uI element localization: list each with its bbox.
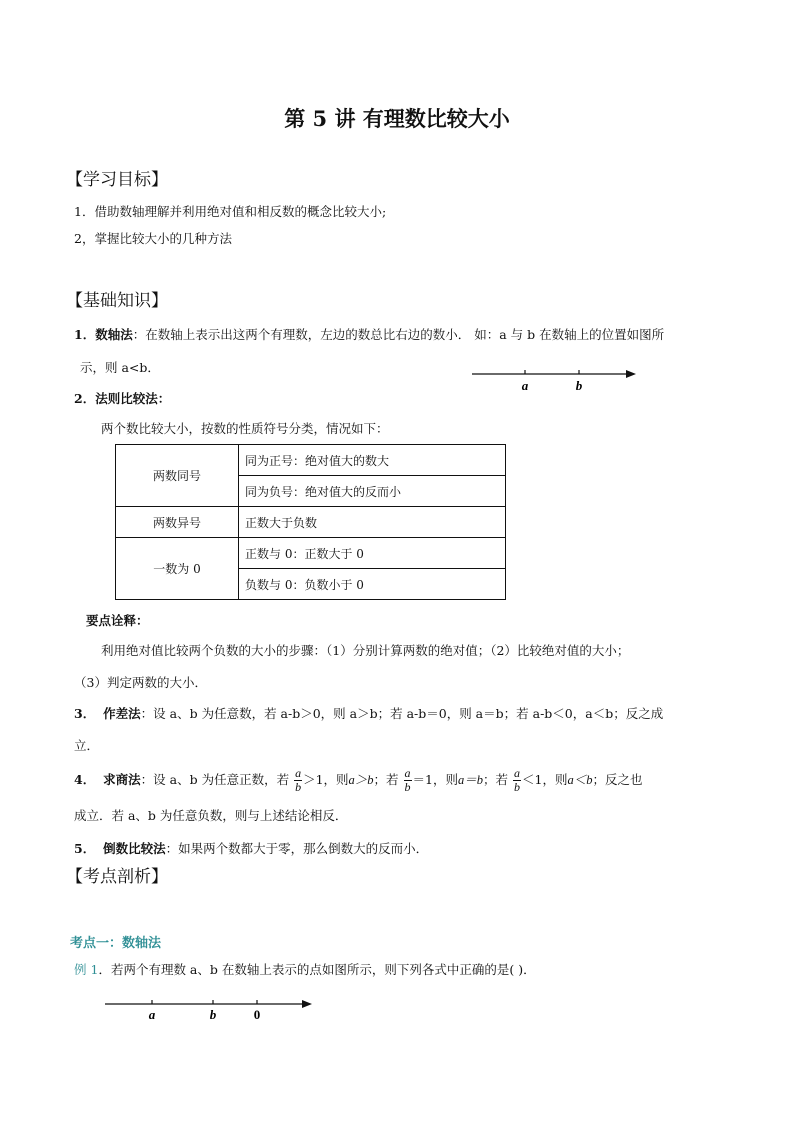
method4-tail: ；反之也 xyxy=(592,772,643,787)
number-line-1 xyxy=(470,365,640,395)
method4-line2: 成立．若 a、b 为任意负数，则与上述结论相反． xyxy=(74,808,348,823)
method4-result1: a＞b xyxy=(348,773,374,787)
number-line-1-arrow xyxy=(626,370,636,378)
section-objectives: 【学习目标】 xyxy=(66,170,168,190)
table-cell: 负数与 0：负数小于 0 xyxy=(239,569,506,600)
section-basics: 【基础知识】 xyxy=(66,291,168,311)
page-title: 第 5 讲 有理数比较大小 xyxy=(284,106,510,131)
method1-line1 xyxy=(74,327,664,343)
method4-cond2: ＝1，则 xyxy=(412,772,458,787)
method5-num: 5． xyxy=(74,841,96,856)
method4-lead: ：设 a、b 为任意正数，若 xyxy=(140,772,290,787)
note-line1: 利用绝对值比较两个负数的大小的步骤：（1）分别计算两数的绝对值；（2）比较绝对值的大小； xyxy=(101,643,630,658)
example1-text: ．若两个有理数 a、b 在数轴上表示的点如图所示，则下列各式中正确的是( )． xyxy=(98,962,536,977)
table-row xyxy=(116,538,506,569)
number-line-1-label-b: b xyxy=(575,378,583,393)
fraction-a-over-b: $\frac{a}{b}$ xyxy=(295,766,302,794)
method4-cond3: ＜1，则 xyxy=(522,772,568,787)
number-line-1-label-a: a xyxy=(521,378,529,393)
table-row-label: 两数异号 xyxy=(116,507,239,538)
number-line-2-arrow xyxy=(302,1000,312,1008)
example1-line xyxy=(74,962,536,978)
method1-line2: 示，则 a<b． xyxy=(80,360,160,375)
table-row-label: 一数为 0 xyxy=(116,538,239,600)
table-cell: 正数与 0：正数大于 0 xyxy=(239,538,506,569)
fraction-a-over-b: $\frac{a}{b}$ xyxy=(404,766,411,794)
method4-name: 求商法 xyxy=(103,772,141,787)
number-line-2 xyxy=(103,995,318,1025)
method4-num: 4． xyxy=(74,772,96,787)
method4-sep2: ；若 xyxy=(483,772,509,787)
method3-num: 3． xyxy=(74,706,96,721)
method1-text: ：在数轴上表示出这两个有理数，左边的数总比右边的数小． 如：a 与 b 在数轴上的位置如图所 xyxy=(132,327,665,342)
method1-num: 1． xyxy=(74,327,96,342)
method3-name: 作差法 xyxy=(103,706,141,721)
number-line-2-label-b: b xyxy=(209,1007,217,1022)
method3-text: ：设 a、b 为任意数，若 a-b＞0，则 a＞b；若 a-b＝0，则 a＝b；若 a-b＜0，a＜b；反之成 xyxy=(140,706,664,721)
method4-line1 xyxy=(74,765,642,795)
section-analysis: 【考点剖析】 xyxy=(66,867,168,887)
method4-sep1: ；若 xyxy=(373,772,399,787)
method3-line2: 立． xyxy=(74,738,100,753)
objective-2: 2，掌握比较大小的几种方法 xyxy=(74,231,232,246)
exam-point-heading: 考点一：数轴法 xyxy=(70,936,162,951)
comparison-table xyxy=(115,444,506,600)
method5-line xyxy=(74,841,428,857)
note-heading: 要点诠释： xyxy=(86,613,149,628)
table-row xyxy=(116,507,506,538)
method4-result2: a＝b xyxy=(457,773,483,787)
example1-label: 例 1 xyxy=(74,962,99,977)
method2-heading xyxy=(74,391,170,407)
method3-line1 xyxy=(74,706,663,722)
method4-cond1: ＞1，则 xyxy=(303,772,349,787)
method2-name: 法则比较法： xyxy=(95,391,171,406)
method2-intro: 两个数比较大小，按数的性质符号分类，情况如下： xyxy=(101,421,389,436)
table-row-label: 两数同号 xyxy=(116,445,239,507)
method2-num: 2． xyxy=(74,391,96,406)
method5-text: ：如果两个数都大于零，那么倒数大的反而小． xyxy=(165,841,429,856)
note-line2: （3）判定两数的大小． xyxy=(74,675,207,690)
objective-1: 1．借助数轴理解并利用绝对值和相反数的概念比较大小; xyxy=(74,204,387,219)
table-cell: 同为负号：绝对值大的反而小 xyxy=(239,476,506,507)
table-cell: 同为正号：绝对值大的数大 xyxy=(239,445,506,476)
number-line-2-label-a: a xyxy=(148,1007,156,1022)
table-cell: 正数大于负数 xyxy=(239,507,506,538)
method1-name: 数轴法 xyxy=(95,327,133,342)
method5-name: 倒数比较法 xyxy=(103,841,166,856)
table-row xyxy=(116,445,506,476)
number-line-2-label-0: 0 xyxy=(253,1007,261,1022)
method4-result3: a＜b xyxy=(567,773,593,787)
fraction-a-over-b: $\frac{a}{b}$ xyxy=(514,766,520,794)
